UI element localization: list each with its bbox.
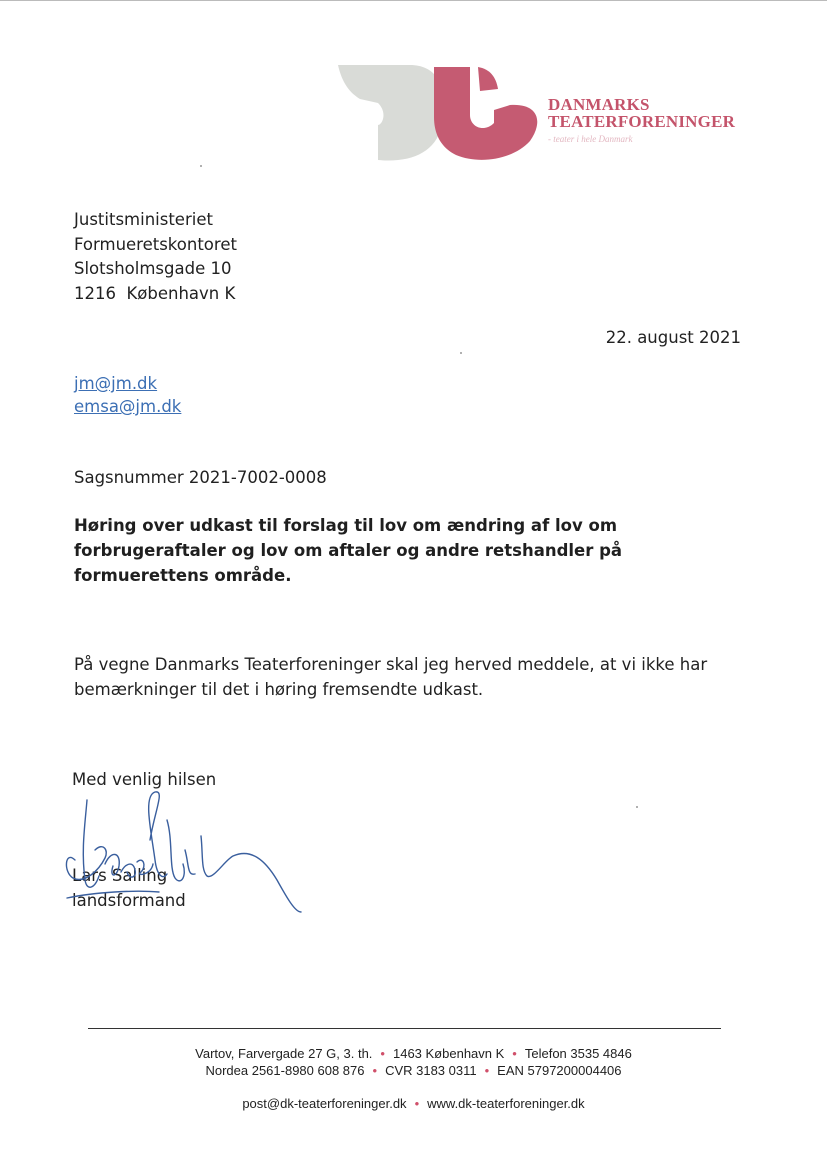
footer-bullet-icon: • [484, 1063, 490, 1078]
scan-speck [636, 806, 638, 808]
closing-phrase: Med venlig hilsen [72, 770, 217, 789]
footer-city: 1463 København K [392, 1046, 505, 1061]
subject-line-1: Høring over udkast til forslag til lov om ændring af lov om [74, 516, 618, 535]
subject-line-3: formuerettens område. [74, 566, 292, 585]
email-link-emsa[interactable]: emsa@jm.dk [74, 397, 182, 416]
recipient-line-2: Formueretskontoret [74, 234, 237, 254]
footer-bullet-icon: • [380, 1046, 385, 1061]
footer-line-1 [0, 1046, 827, 1061]
footer-line-2 [0, 1063, 827, 1078]
subject-line-2: forbrugeraftaler og lov om aftaler og andre retshandler på [74, 541, 623, 560]
handwritten-signature [55, 780, 315, 920]
brand-name [548, 96, 735, 130]
letter-subject [74, 513, 714, 588]
recipient-line-4: 1216 København K [74, 283, 236, 303]
footer-web[interactable]: www.dk-teaterforeninger.dk [427, 1096, 585, 1111]
footer-line-3 [0, 1096, 827, 1111]
footer-email[interactable]: post@dk-teaterforeninger.dk [242, 1096, 407, 1111]
footer-cvr: CVR 3183 0311 [385, 1063, 477, 1078]
dt-logo-icon [330, 55, 550, 170]
recipient-emails [74, 372, 181, 418]
body-line-1: På vegne Danmarks Teaterforeninger skal jeg herved meddele, at vi ikke har [74, 655, 708, 674]
scan-speck [460, 352, 462, 354]
recipient-line-1: Justitsministeriet [74, 210, 213, 229]
brand-line-2: TEATERFORENINGER [548, 112, 736, 131]
footer-address: Vartov, Farvergade 27 G, 3. th. [195, 1046, 373, 1061]
footer-bank: Nordea 2561-8980 608 876 [205, 1063, 365, 1078]
body-line-2: bemærkninger til det i høring fremsendte udkast. [74, 680, 484, 699]
signer-title: landsformand [72, 891, 186, 910]
footer-bullet-icon: • [372, 1063, 378, 1078]
signer-name: Lars Salling [72, 866, 168, 885]
footer-bullet-icon: • [414, 1096, 420, 1111]
footer-ean: EAN 5797200004406 [497, 1063, 622, 1078]
footer-rule [88, 1028, 721, 1029]
footer-bullet-icon: • [512, 1046, 517, 1061]
scan-edge [0, 0, 827, 1]
brand-line-1: DANMARKS [548, 95, 650, 114]
brand-tagline: - teater i hele Danmark [548, 134, 633, 144]
recipient-address [74, 208, 237, 306]
footer-phone: Telefon 3535 4846 [524, 1046, 632, 1061]
letter-body [74, 652, 754, 702]
letter-date: 22. august 2021 [605, 328, 741, 347]
scan-speck [200, 165, 202, 167]
email-link-jm[interactable]: jm@jm.dk [74, 374, 158, 393]
case-number: Sagsnummer 2021-7002-0008 [74, 468, 327, 487]
logo-d-shape [338, 65, 444, 161]
recipient-line-3: Slotsholmsgade 10 [74, 259, 232, 278]
